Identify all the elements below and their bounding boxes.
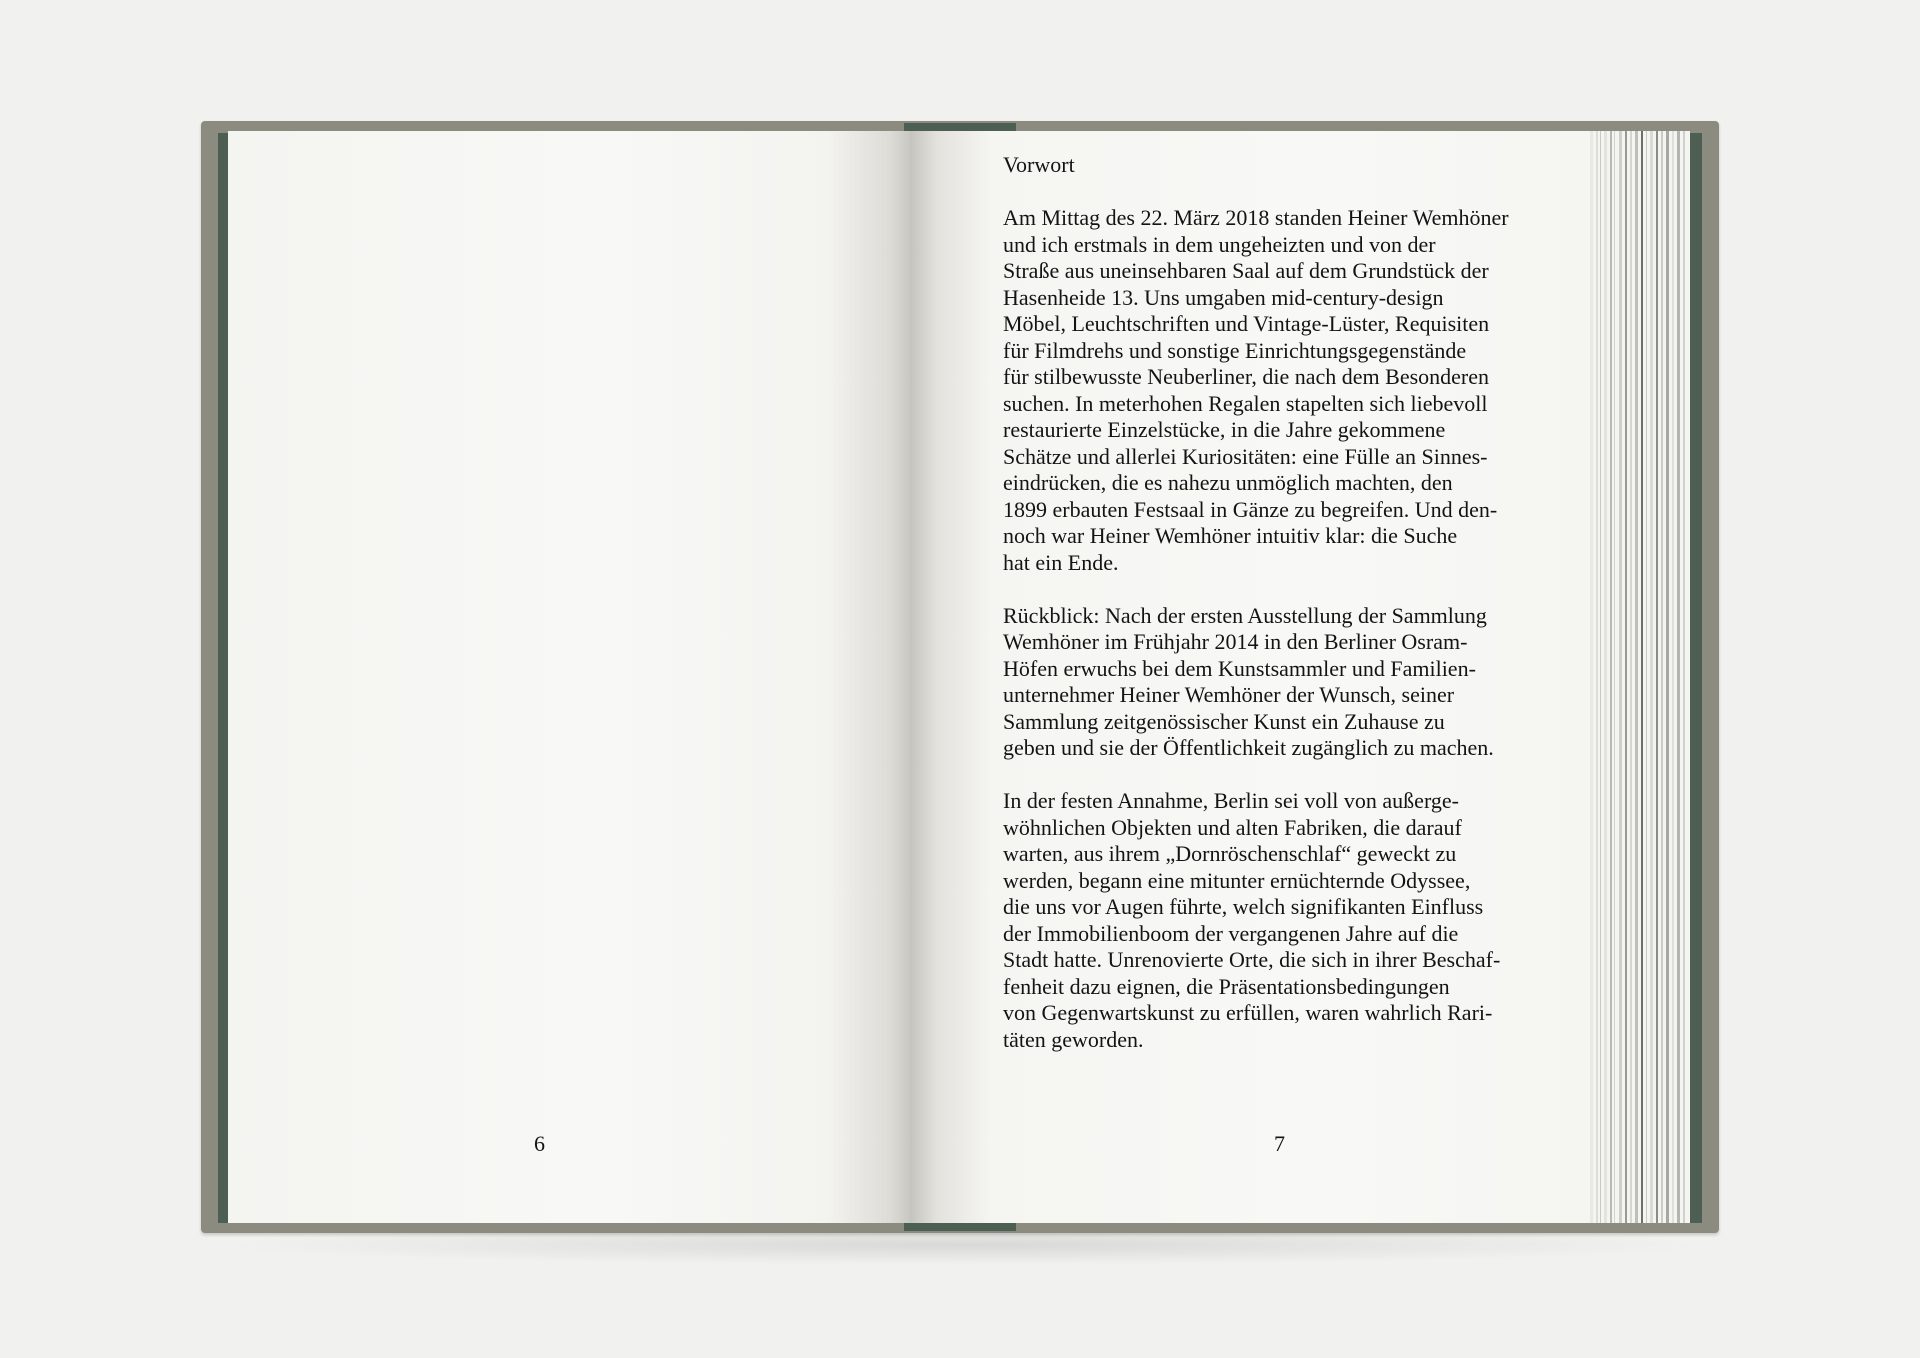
text-line: In der festen Annahme, Berlin sei voll von außerge- (1003, 788, 1459, 813)
text-line: noch war Heiner Wemhöner intuitiv klar: die Suche (1003, 523, 1458, 548)
paragraph (1003, 205, 1563, 576)
page-edge-stripe (1661, 131, 1663, 1223)
text-line: fenheit dazu eignen, die Präsentationsbedingungen (1003, 973, 1450, 999)
text-line: Schätze und allerlei Kuriositäten: eine Fülle an Sinnes- (1003, 443, 1488, 469)
foreword-title: Vorwort (1003, 152, 1075, 177)
text-line: Sammlung zeitgenössischer Kunst ein Zuhause zu (1003, 708, 1445, 734)
page-edge-stripe (1630, 131, 1632, 1223)
page-edge-stripe (1656, 131, 1658, 1223)
page-edges (1590, 131, 1690, 1223)
text-line: Höfen erwuchs bei dem Kunstsammler und Familien- (1003, 655, 1476, 681)
text-line: werden, begann eine mitunter ernüchternde Odyssee, (1003, 867, 1471, 893)
text-line: Straße aus uneinsehbaren Saal auf dem Grundstück der (1003, 258, 1489, 283)
foreword-text (1003, 152, 1563, 1080)
text-line: warten, aus ihrem „Dornröschenschlaf“ geweckt zu (1003, 841, 1457, 866)
text-line: der Immobilienboom der vergangenen Jahre auf die (1003, 920, 1459, 946)
text-line: Am Mittag des 22. März 2018 standen Heiner Wemhöner (1003, 205, 1509, 230)
cover-green-edge-left (218, 133, 228, 1223)
text-line: die uns vor Augen führte, welch signifikanten Einfluss (1003, 894, 1484, 919)
page-edge-stripe (1590, 131, 1593, 1223)
text-line: und ich erstmals in dem ungeheizten und von der (1003, 231, 1436, 257)
page-edge-stripe (1625, 131, 1627, 1223)
text-line: suchen. In meterhohen Regalen stapelten sich liebevoll (1003, 390, 1488, 416)
page-edge-stripe (1596, 131, 1598, 1223)
text-line: unternehmer Heiner Wemhöner der Wunsch, seiner (1003, 682, 1455, 707)
page-edge-stripe (1604, 131, 1607, 1223)
page-edge-stripe (1641, 131, 1643, 1223)
text-line: täten geworden. (1003, 1026, 1144, 1052)
text-line: hat ein Ende. (1003, 549, 1119, 575)
page-edge-stripe (1610, 131, 1612, 1223)
page-edge-stripe (1614, 131, 1615, 1223)
page-edge-stripe (1672, 131, 1674, 1223)
left-page (228, 131, 910, 1223)
text-line: Rückblick: Nach der ersten Ausstellung der Sammlung (1003, 602, 1487, 628)
page-edge-stripe (1600, 131, 1601, 1223)
text-line: geben und sie der Öffentlichkeit zugänglich zu machen. (1003, 735, 1494, 760)
paragraph (1003, 788, 1563, 1053)
text-line: für stilbewusste Neuberliner, die nach dem Besonderen (1003, 364, 1490, 389)
text-line: restaurierte Einzelstücke, in die Jahre gekommene (1003, 417, 1446, 442)
text-line: eindrücken, die es nahezu unmöglich machten, den (1003, 470, 1453, 495)
page-edge-stripe (1619, 131, 1622, 1223)
page-edge-stripe (1650, 131, 1653, 1223)
text-line: Stadt hatte. Unrenovierte Orte, die sich in ihrer Beschaf- (1003, 947, 1501, 972)
cover-green-edge-right (1690, 133, 1702, 1223)
text-line: für Filmdrehs und sonstige Einrichtungsgegenstände (1003, 337, 1467, 363)
text-line: wöhnlichen Objekten und alten Fabriken, die darauf (1003, 814, 1462, 840)
text-line: von Gegenwartskunst zu erfüllen, waren wahrlich Rari- (1003, 1000, 1493, 1025)
page-edge-stripe (1677, 131, 1680, 1223)
text-line: Wemhöner im Frühjahr 2014 in den Berliner Osram- (1003, 629, 1468, 654)
page-number-left: 6 (534, 1131, 545, 1156)
page-edge-stripe (1683, 131, 1685, 1223)
page-number-right: 7 (1274, 1131, 1285, 1156)
page-edge-stripe (1646, 131, 1647, 1223)
text-line: Möbel, Leuchtschriften und Vintage-Lüster, Requisiten (1003, 311, 1490, 336)
page-edge-stripe (1666, 131, 1669, 1223)
page-edge-stripe (1635, 131, 1638, 1223)
text-line: 1899 erbauten Festsaal in Gänze zu begreifen. Und den- (1003, 496, 1498, 522)
text-line: Hasenheide 13. Uns umgaben mid-century-design (1003, 284, 1444, 310)
paragraph (1003, 603, 1563, 762)
